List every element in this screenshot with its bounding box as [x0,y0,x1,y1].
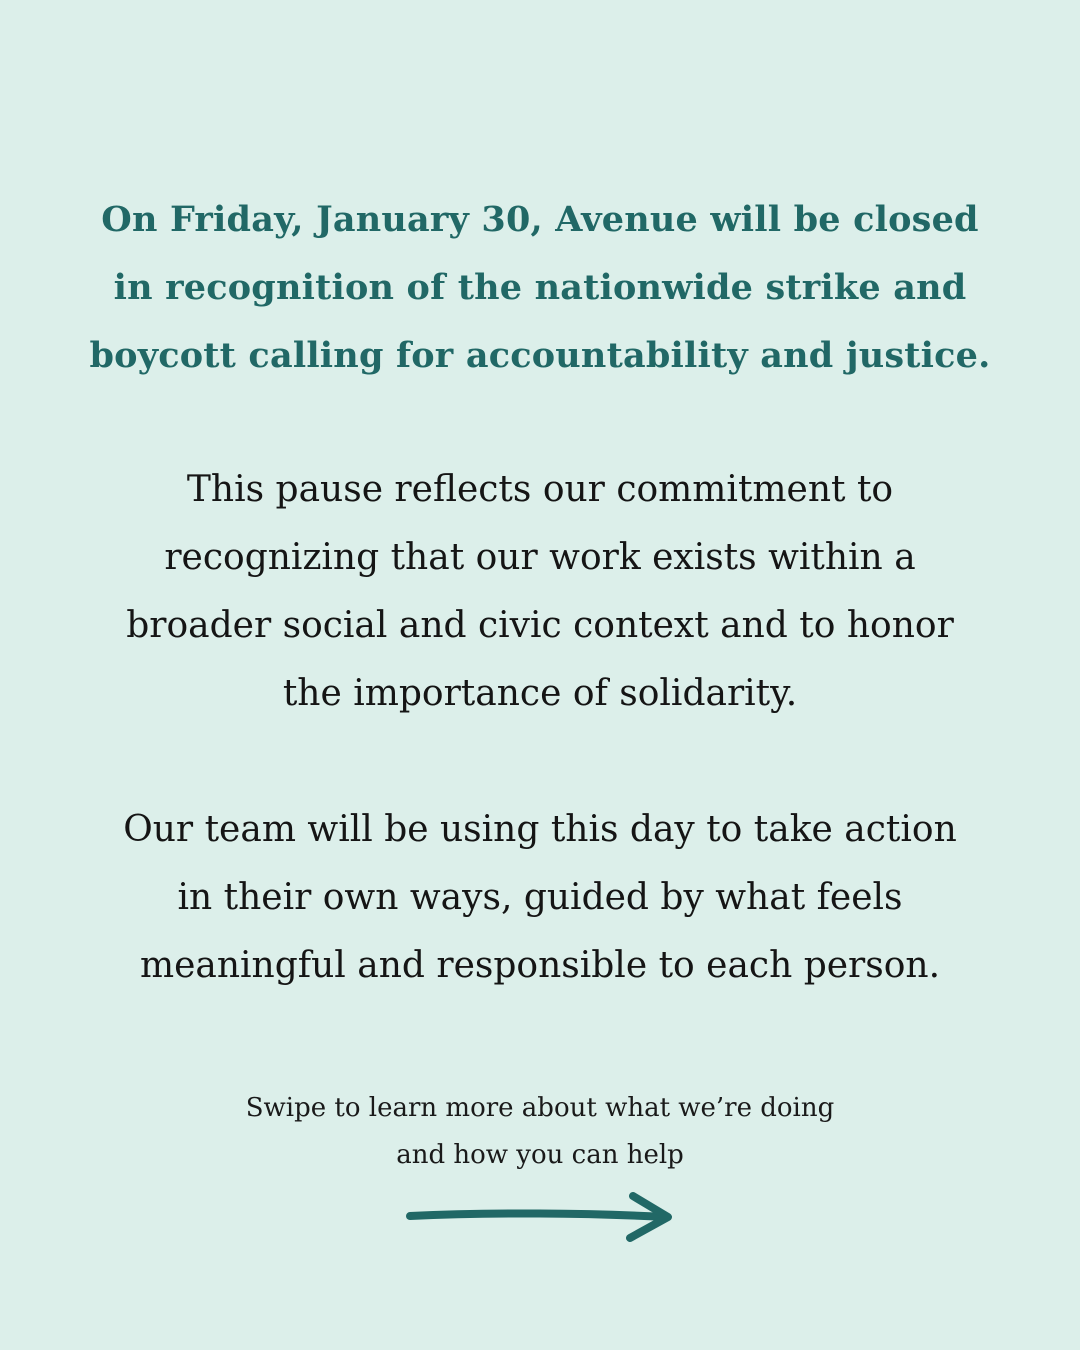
paragraph-line: This pause reflects our commitment to [186,469,894,510]
paragraph-line: recognizing that our work exists within a [164,537,916,578]
swipe-prompt-line: and how you can help [396,1140,684,1170]
paragraph-line: broader social and civic context and to honor [126,605,954,646]
paragraph-line: meaningful and responsible to each person. [139,945,941,986]
paragraph-line: the importance of solidarity. [282,673,798,714]
paragraph-line: Our team will be using this day to take action [123,809,957,850]
swipe-prompt-line: Swipe to learn more about what we’re doing [245,1093,835,1123]
headline-line: boycott calling for accountability and justice. [89,335,991,376]
headline-line: in recognition of the nationwide strike and [113,267,967,308]
commitment-paragraph [60,456,1020,728]
swipe-prompt [190,1085,890,1179]
paragraph-line: in their own ways, guided by what feels [177,877,903,918]
headline-line: On Friday, January 30, Avenue will be closed [101,199,979,240]
arrow-right-icon[interactable] [400,1186,685,1248]
arrow-shaft [410,1213,665,1217]
headline [60,186,1020,390]
team-action-paragraph [60,796,1020,1000]
